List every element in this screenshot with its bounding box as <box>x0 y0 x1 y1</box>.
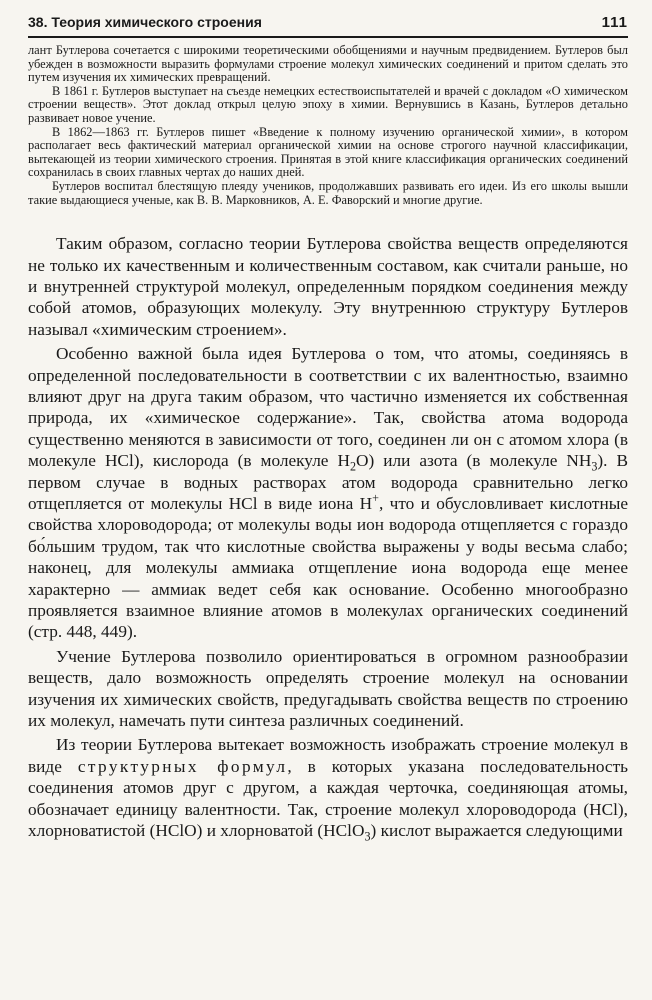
main-paragraph-3: Учение Бутлерова позволило ориентироваться в огромном разнообразии веществ, дало возможность определять строение молекул на основании изучения их химических свойств, предугадывать свойства веществ по строению их молекул, намечать пути синтеза различных соединений. <box>28 646 628 731</box>
section-title: 38. Теория химического строения <box>28 14 262 30</box>
text-run: , что и обусловливает кислотные свойства хлороводорода; от молекулы воды ион водорода отщепляется с гораздо бо́льшим трудом, так что кислотные свойства выражены у воды весьма слабо; наконец, для молекулы аммиака отщепление иона водорода еще менее характерно — аммиак ведет себя как основание. Особенно многообразно проявляется взаимное влияние атомов в молекулах органических соединений (стр. 448, 449). <box>28 494 628 642</box>
superscript: + <box>372 491 380 506</box>
page-number: 111 <box>601 14 628 31</box>
main-text-block <box>28 233 629 844</box>
text-run: , в которых указана последовательность соединения атомов друг с другом, а каждая черточка, соединяющая атомы, обозначает единицу валентности. Так, строение молекул хлороводорода (HCl), хлорноватистой (HClO) и хлорноватой (HClO <box>28 756 628 841</box>
text-run: O) или азота (в молекуле NH <box>356 451 592 471</box>
running-header <box>28 14 628 38</box>
text-run: ) кислот выражается следующими <box>370 821 623 841</box>
small-paragraph-4: Бутлеров воспитал блестящую плеяду учеников, продолжавших развивать его идеи. Из его школы вышли такие выдающиеся ученые, как В. В. Марковников, А. Е. Фаворский и многие другие. <box>28 178 628 207</box>
emphasized-term: структурных формул <box>77 756 288 776</box>
text-run: Из теории Бутлерова вытекает возможность изображать строение молекул в виде <box>28 735 628 776</box>
small-paragraph-1: лант Бутлерова сочетается с широкими теоретическими обобщениями и научным предвидением. Бутлеров был убежден в возможности выразить формулами строение молекул химических соединений и притом сделать это путем изучения их химических превращений. <box>28 43 628 85</box>
main-paragraph-4 <box>28 734 628 844</box>
main-paragraph-1: Таким образом, согласно теории Бутлерова свойства веществ определяются не только их качественным и количественным составом, как считали раньше, но и внутренней структурой молекул, определенным порядком соединения между собой атомов, образующих молекулу. Эту внутреннюю структуру Бутлеров называл «химическим строением». <box>28 234 628 339</box>
subscript: 3 <box>364 829 371 844</box>
small-paragraph-2: В 1861 г. Бутлеров выступает на съезде немецких естествоиспытателей и врачей с докладом «О химическом строении веществ». Этот доклад открыл целую эпоху в химии. Вернувшись в Казань, Бутлеров детально развивает новое учение. <box>28 83 628 125</box>
text-run: Особенно важной была идея Бутлерова о том, что атомы, соединяясь в определенной последовательности в соответствии с их валентностью, взаимно влияют друг на друга таким образом, что частично изменяется их собственная природа, их «химическое содержание». Так, свойства атома водорода существенно меняются в зависимости от того, соединен ли он с атомом хлора (в молекуле HCl), кислорода (в молекуле H <box>28 344 628 471</box>
small-paragraph-3: В 1862—1863 гг. Бутлеров пишет «Введение к полному изучению органической химии», в котором располагает весь фактический материал органической химии на основе строгого научной классификации, вытекающей из теории химического строения. Принятая в этой книге классификация органических соединений сохранилась в своих главных чертах до наших дней. <box>28 124 628 180</box>
subscript: 3 <box>591 459 598 474</box>
main-paragraph-2 <box>28 343 628 643</box>
text-run: ). В первом случае в водных растворах атом водорода сравнительно легко отщепляется от молекулы HCl в виде иона H <box>28 451 629 513</box>
small-print-block <box>28 44 628 207</box>
subscript: 2 <box>349 459 357 474</box>
